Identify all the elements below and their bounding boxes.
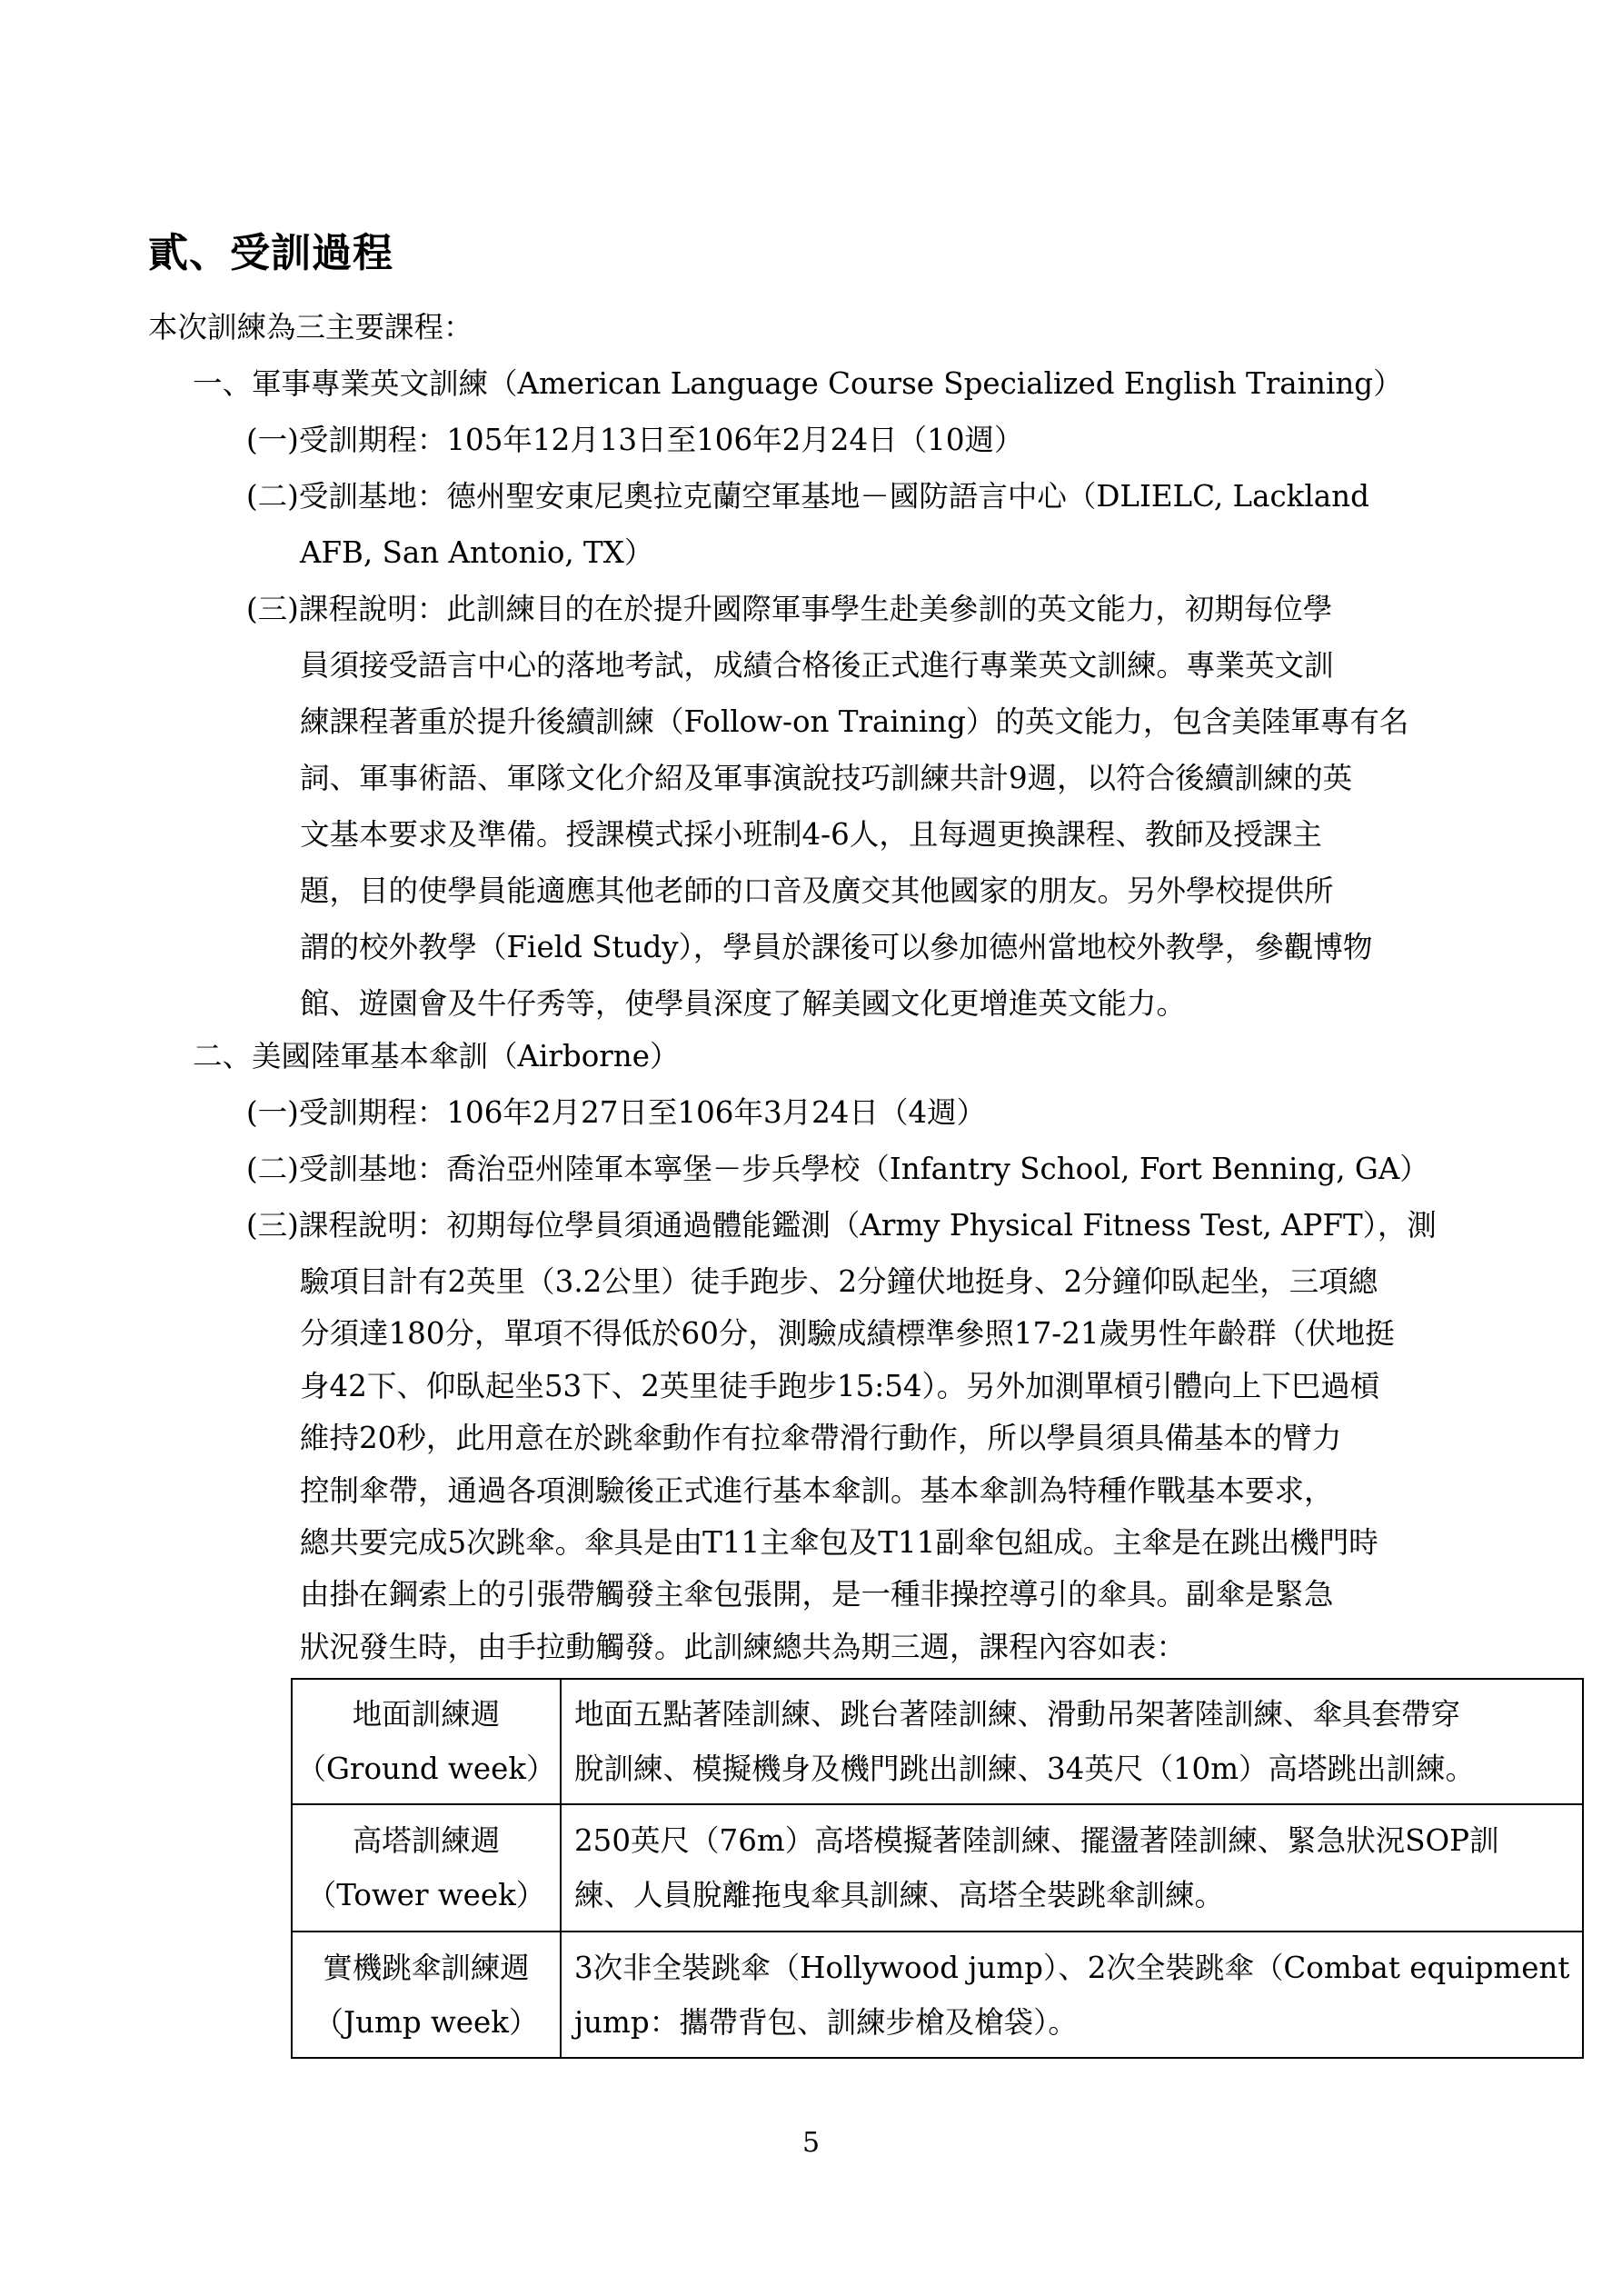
week-name-cell [292, 1804, 561, 1932]
week-content-cell [561, 1932, 1583, 2058]
week-name-en: （Ground week） [296, 1752, 556, 1786]
week-name-cell [292, 1932, 561, 2058]
section1-desc-line: 館、遊園會及牛仔秀等，使學員深度了解美國文化更增進英文能力。 [300, 986, 1187, 1021]
section1-desc-line: 員須接受語言中心的落地考試，成績合格後正式進行專業英文訓練。專業英文訓 [300, 648, 1334, 683]
section-heading: 貳、受訓過程 [148, 230, 393, 276]
section1-desc-line: 文基本要求及準備。授課模式採小班制4-6人，且每週更換課程、教師及授課主 [300, 817, 1322, 852]
section1-desc-line: 謂的校外教學（Field Study），學員於課後可以參加德州當地校外教學，參觀博物 [300, 930, 1373, 964]
section2-desc-line: 身42下、仰臥起坐53下、2英里徒手跑步15:54）。另外加測單槓引體向上下巴過槓 [300, 1368, 1380, 1403]
section1-desc-line: 練課程著重於提升後續訓練（Follow-on Training）的英文能力，包含美陸軍專有名 [300, 704, 1409, 739]
section2-desc-line: 由掛在鋼索上的引張帶觸發主傘包張開，是一種非操控導引的傘具。副傘是緊急 [300, 1577, 1334, 1612]
table-row [292, 1932, 1583, 2058]
section1-desc-line: 詞、軍事術語、軍隊文化介紹及軍事演說技巧訓練共計9週，以符合後續訓練的英 [300, 761, 1353, 795]
section2-base: (二)受訓基地：喬治亞州陸軍本寧堡－步兵學校（Infantry School, Fort Benning, GA） [246, 1152, 1429, 1186]
section2-desc-line: 維持20秒，此用意在於跳傘動作有拉傘帶滑行動作，所以學員須具備基本的臂力 [300, 1421, 1342, 1456]
week-name-cell [292, 1679, 561, 1804]
section2-desc-line: 驗項目計有2英里（3.2公里）徒手跑步、2分鐘伏地挺身、2分鐘仰臥起坐，三項總 [300, 1264, 1378, 1299]
week-content-cell [561, 1679, 1583, 1804]
week-name-en: （Jump week） [313, 2004, 539, 2040]
week-name-zh: 高塔訓練週 [352, 1823, 501, 1858]
section2-desc-line1: (三)課程說明：初期每位學員須通過體能鑑測（Army Physical Fitness Test, APFT），測 [246, 1208, 1437, 1243]
week-name-zh: 地面訓練週 [352, 1697, 501, 1732]
week-content-line: 3次非全裝跳傘（Hollywood jump）、2次全裝跳傘（Combat equipment [574, 1950, 1570, 1985]
week-content-line: 250英尺（76m）高塔模擬著陸訓練、擺盪著陸訓練、緊急狀況SOP訓 [574, 1823, 1499, 1858]
table-row [292, 1679, 1583, 1804]
page-number: 5 [801, 2127, 821, 2159]
section2-title: 二、美國陸軍基本傘訓（Airborne） [193, 1039, 680, 1073]
week-name-zh: 實機跳傘訓練週 [323, 1950, 530, 1985]
intro-text: 本次訓練為三主要課程： [148, 310, 473, 344]
table-row [292, 1804, 1583, 1932]
section1-period: (一)受訓期程：105年12月13日至106年2月24日（10週） [246, 423, 1024, 457]
week-content-line: jump：攜帶背包、訓練步槍及槍袋）。 [574, 2004, 1078, 2040]
section1-desc-line1: (三)課程說明：此訓練目的在於提升國際軍事學生赴美參訓的英文能力，初期每位學 [246, 592, 1333, 626]
section2-period: (一)受訓期程：106年2月27日至106年3月24日（4週） [246, 1095, 987, 1130]
week-content-line: 練、人員脫離拖曳傘具訓練、高塔全裝跳傘訓練。 [574, 1878, 1225, 1912]
week-name-en: （Tower week） [306, 1878, 546, 1912]
training-schedule-table [291, 1678, 1584, 2059]
section2-desc-line: 控制傘帶，通過各項測驗後正式進行基本傘訓。基本傘訓為特種作戰基本要求， [300, 1472, 1334, 1508]
section1-desc-line: 題，目的使學員能適應其他老師的口音及廣交其他國家的朋友。另外學校提供所 [300, 873, 1334, 908]
section2-desc-line: 狀況發生時，由手拉動觸發。此訓練總共為期三週，課程內容如表： [300, 1629, 1187, 1664]
week-content-line: 脫訓練、模擬機身及機門跳出訓練、34英尺（10m）高塔跳出訓練。 [574, 1752, 1476, 1786]
section1-title: 一、軍事專業英文訓練（American Language Course Specialized English Training） [193, 366, 1403, 401]
week-content-cell [561, 1804, 1583, 1932]
section2-desc-line: 總共要完成5次跳傘。傘具是由T11主傘包及T11副傘包組成。主傘是在跳出機門時 [300, 1525, 1378, 1560]
section1-base-line2: AFB, San Antonio, TX） [300, 535, 654, 570]
week-content-line: 地面五點著陸訓練、跳台著陸訓練、滑動吊架著陸訓練、傘具套帶穿 [574, 1697, 1461, 1732]
section1-base-line1: (二)受訓基地：德州聖安東尼奧拉克蘭空軍基地－國防語言中心（DLIELC, Lackland [246, 479, 1369, 514]
section2-desc-line: 分須達180分，單項不得低於60分，測驗成績標準參照17-21歲男性年齡群（伏地挺 [300, 1316, 1395, 1352]
